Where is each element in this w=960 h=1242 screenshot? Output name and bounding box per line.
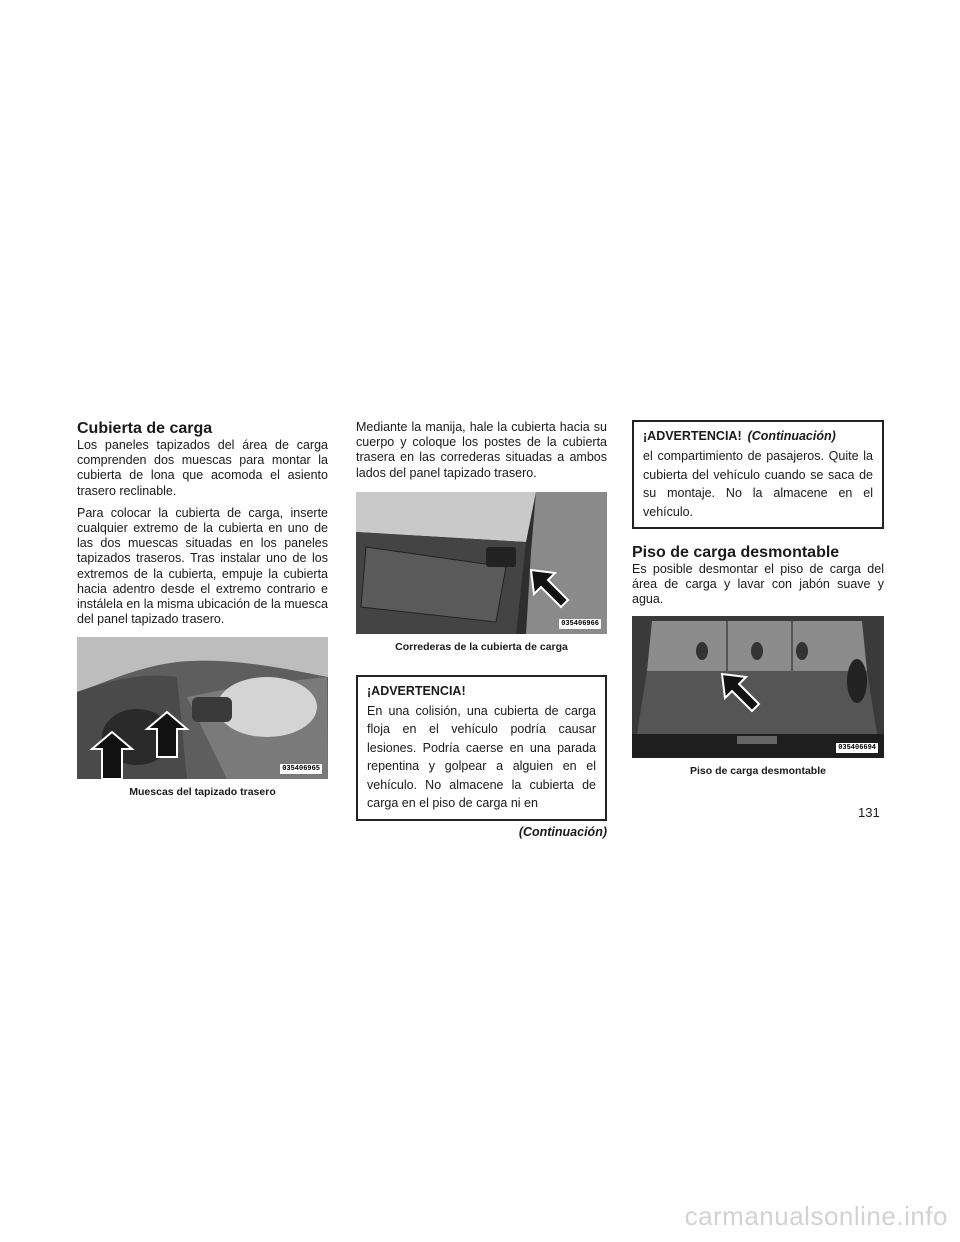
figure-rear-trim-notches bbox=[77, 637, 328, 779]
watermark: carmanualsonline.info bbox=[684, 1201, 948, 1231]
paragraph: Es posible desmontar el piso de carga del área de carga y lavar con jabón suave y agua. bbox=[632, 562, 884, 607]
figure-code: 035406694 bbox=[838, 743, 876, 752]
figure-code: 035406966 bbox=[561, 619, 599, 628]
warning-title-suffix: (Continuación) bbox=[747, 429, 836, 443]
figure-removable-load-floor bbox=[632, 616, 884, 758]
section-heading-cubierta: Cubierta de carga bbox=[77, 420, 213, 437]
warning-text: el compartimiento de pasajeros. Quite la cubierta del vehículo cuando se saca de su montaje. No la almacene en el vehículo. bbox=[643, 449, 873, 519]
warning-title: ¡ADVERTENCIA! bbox=[367, 683, 466, 698]
section-heading-piso: Piso de carga desmontable bbox=[632, 544, 840, 561]
paragraph: Mediante la manija, hale la cubierta hacia su cuerpo y coloque los postes de la cubierta trasera en las correderas situadas a ambos lados del panel tapizado trasero. bbox=[356, 420, 607, 480]
warning-title bbox=[643, 429, 873, 443]
column-1 bbox=[77, 420, 328, 798]
photo-removable-load-floor bbox=[632, 616, 884, 758]
warning-box bbox=[356, 675, 607, 821]
warning-title-text: ¡ADVERTENCIA! bbox=[643, 429, 742, 443]
column-3 bbox=[632, 420, 884, 777]
warning-text: En una colisión, una cubierta de carga floja en el vehículo podría causar lesiones. Podría caerse en una parada repentina y golpear a alguien en el vehículo. No almacene la cubierta de carga en el piso de carga ni en bbox=[367, 703, 596, 811]
figure-caption: Correderas de la cubierta de carga bbox=[395, 640, 568, 653]
warning-box-continued bbox=[632, 420, 884, 529]
figure-caption: Piso de carga desmontable bbox=[690, 764, 826, 777]
paragraph: Para colocar la cubierta de carga, inserte cualquier extremo de la cubierta en uno de las dos muescas situadas en los paneles tapizados traseros. Tras instalar uno de los extremos de la cubierta, empuje la cubierta hacia adentro desde el extremo contrario e instálela en la misma ubicación de la muesca del panel tapizado trasero. bbox=[77, 505, 328, 627]
figure-code: 035406965 bbox=[282, 765, 320, 774]
figure-caption: Muescas del tapizado trasero bbox=[129, 786, 276, 799]
photo-rear-trim-notches bbox=[77, 637, 328, 779]
page-number: 131 bbox=[858, 805, 880, 820]
figure-cargo-cover-slides bbox=[356, 492, 607, 634]
paragraph: Los paneles tapizados del área de carga comprenden dos muescas para montar la cubierta de lona que acomoda el asiento trasero reclinable. bbox=[77, 438, 328, 498]
photo-cargo-cover-slides bbox=[356, 492, 607, 634]
continued-label: (Continuación) bbox=[518, 824, 607, 839]
column-2 bbox=[356, 420, 607, 839]
